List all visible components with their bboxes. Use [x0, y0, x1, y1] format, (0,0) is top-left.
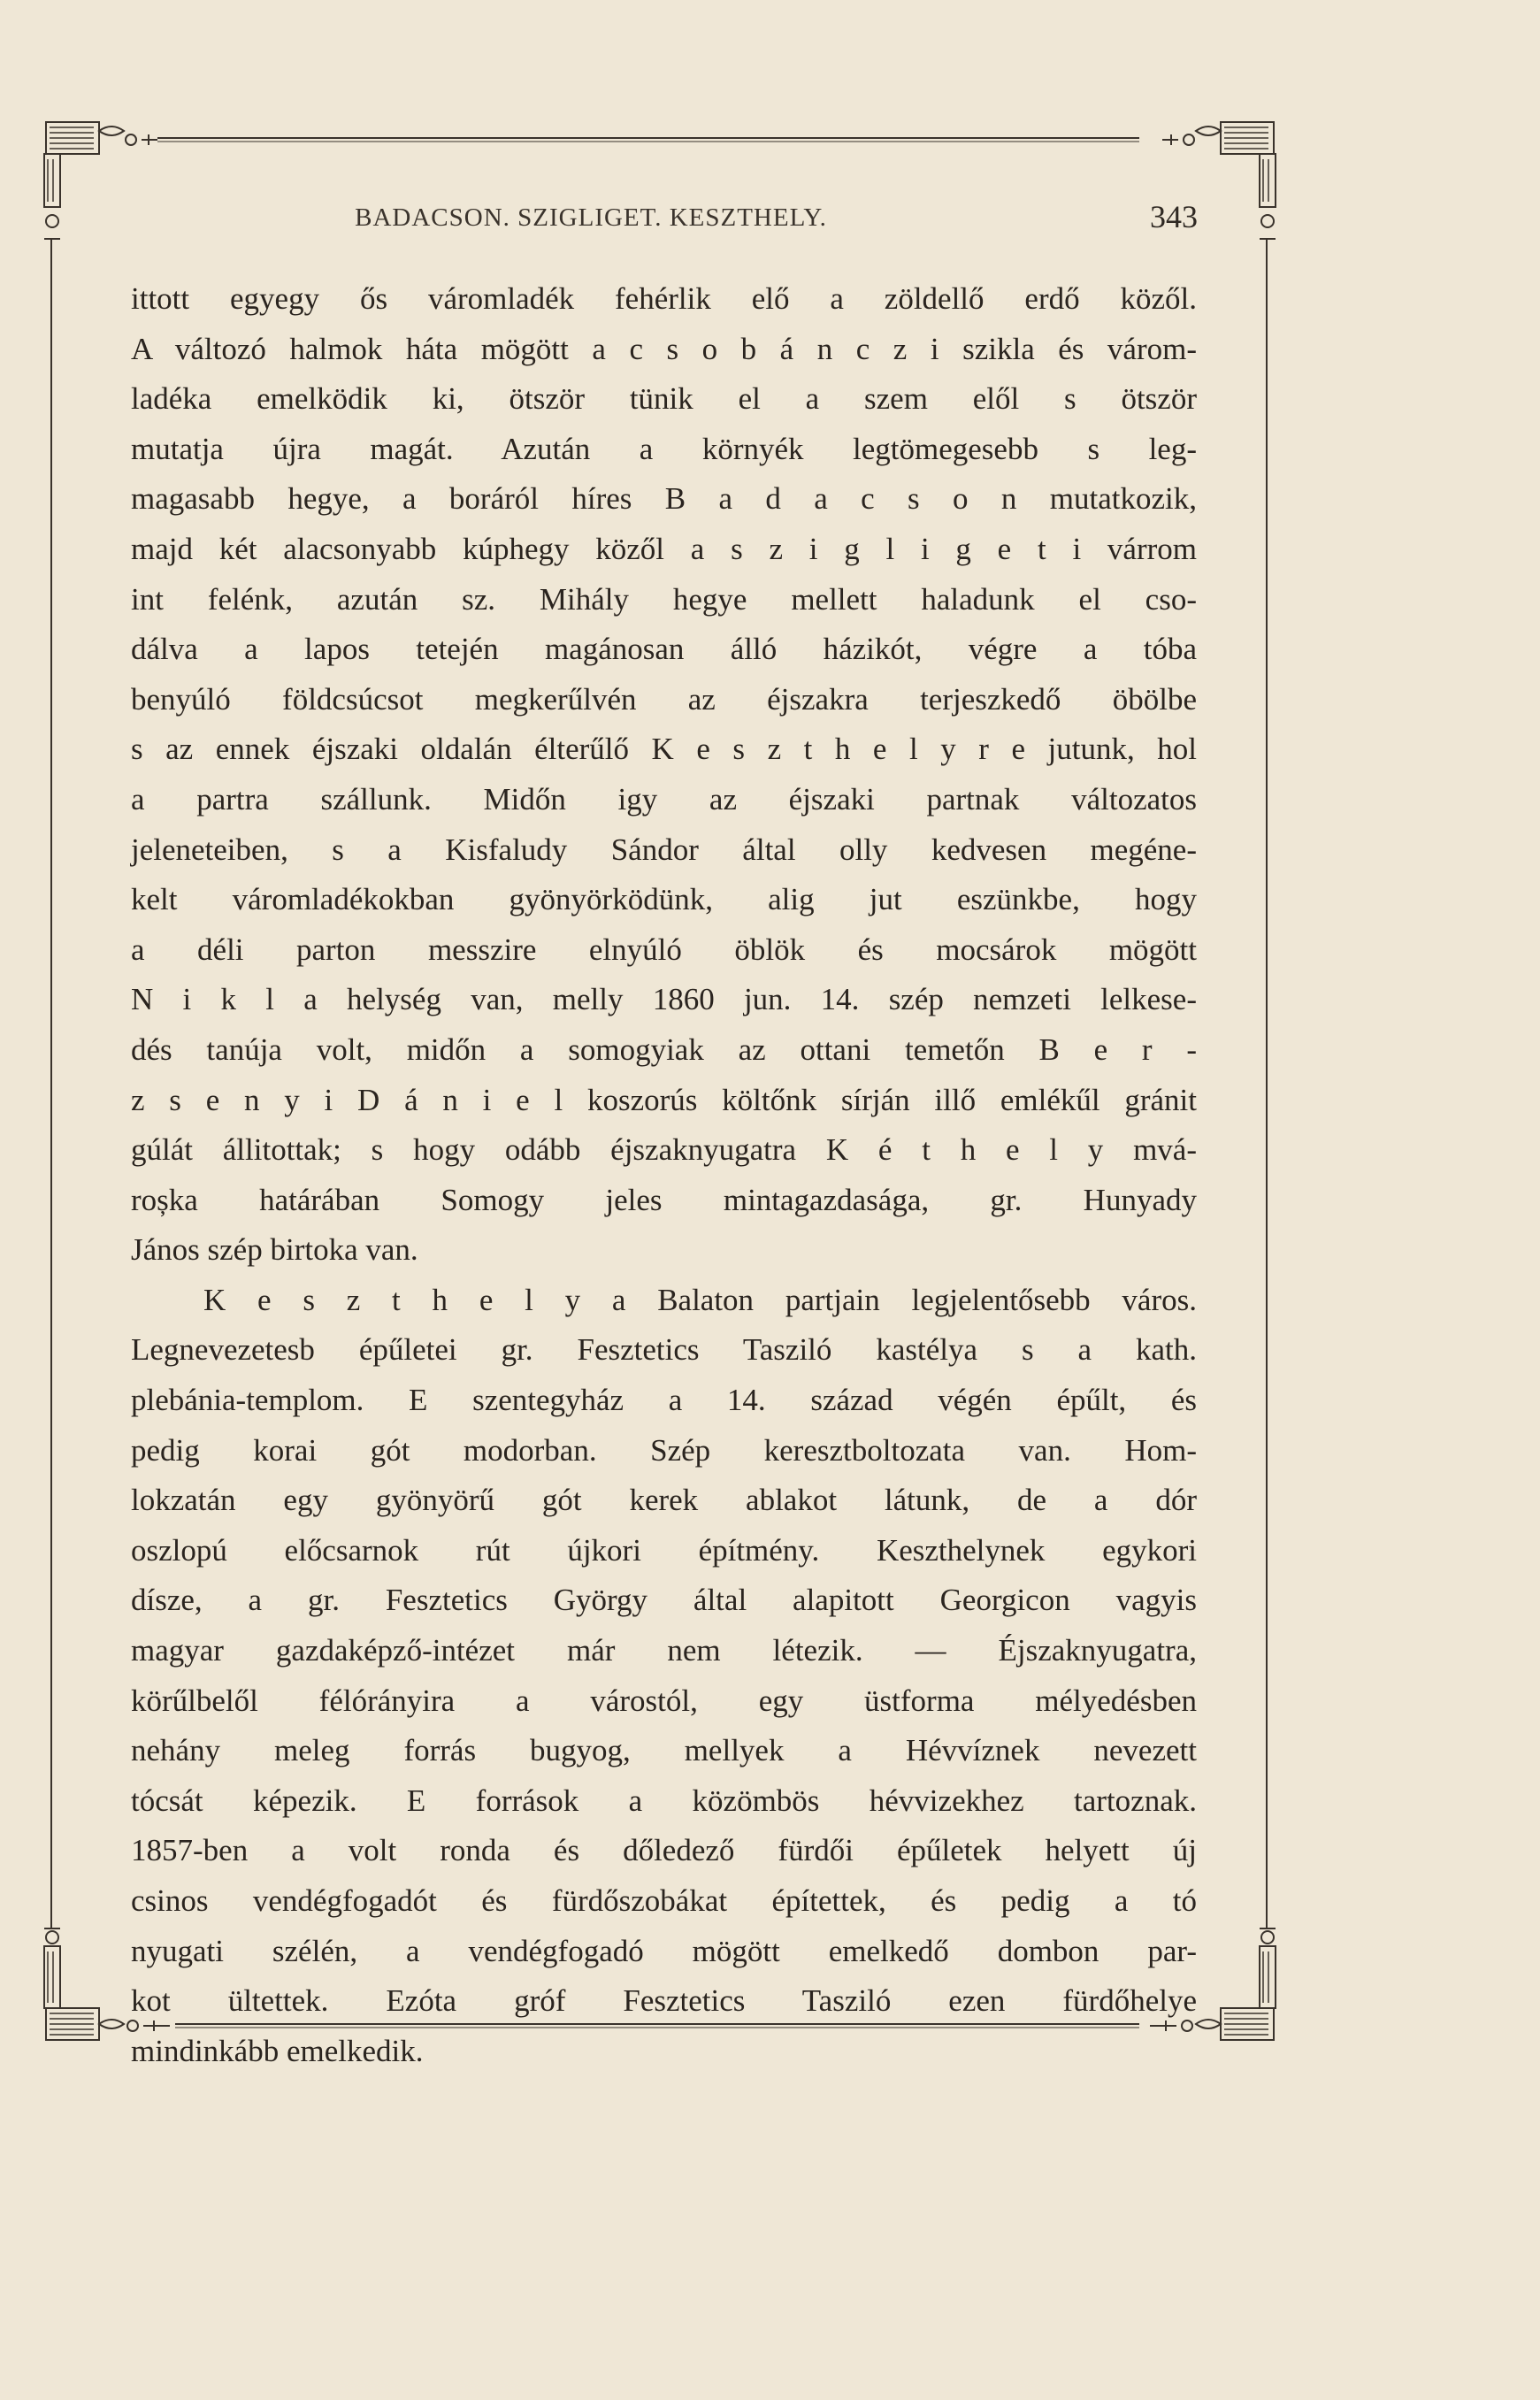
text-line: János szép birtoka van.: [131, 1232, 418, 1268]
text-line: pedig korai gót modorban. Szép keresztboltozata van. Hom-: [131, 1432, 1197, 1468]
text-line: int felénk, azután sz. Mihály hegye mellett haladunk el cso-: [131, 581, 1197, 617]
text-line: z s e n y i D á n i e l koszorús költőnk sírján illő emlékűl gránit: [131, 1082, 1197, 1117]
text-line: körűlbelől félórányira a várostól, egy üstforma mélyedésben: [131, 1683, 1197, 1718]
text-line: tócsát képezik. E források a közömbös hévvizekhez tartoznak.: [131, 1783, 1197, 1818]
text-line: nyugati szélén, a vendégfogadó mögött emelkedő dombon par-: [131, 1933, 1197, 1968]
running-head: [131, 196, 1219, 249]
text-line: plebánia-templom. E szentegyház a 14. század végén épűlt, és: [131, 1383, 1197, 1418]
text-line: nehány meleg forrás bugyog, mellyek a Hévvíznek nevezett: [131, 1733, 1197, 1768]
page-number: 343: [1150, 199, 1198, 234]
text-line: roșka határában Somogy jeles mintagazdasága, gr. Hunyady: [131, 1182, 1197, 1217]
text-line: kot ültettek. Ezóta gróf Fesztetics Tasziló ezen fürdőhelye: [131, 1983, 1197, 2019]
text-line: A változó halmok háta mögött a c s o b á n c z i szikla és várom-: [131, 331, 1197, 366]
text-line: dálva a lapos tetején magánosan álló házikót, végre a tóba: [131, 632, 1197, 667]
text-line: benyúló földcsúcsot megkerűlvén az éjszakra terjeszkedő öbölbe: [131, 681, 1197, 717]
text-line: gúlát állitottak; s hogy odább éjszaknyugatra K é t h e l y mvá-: [131, 1132, 1197, 1168]
text-line: K e s z t h e l y a Balaton partjain legjelentősebb város.: [203, 1282, 1197, 1317]
text-line: 1857-ben a volt ronda és dőledező fürdői épűletek helyett új: [131, 1833, 1197, 1868]
text-line: dés tanúja volt, midőn a somogyiak az ottani temetőn B e r -: [131, 1031, 1197, 1067]
body-text: [131, 274, 1197, 2076]
text-line: lokzatán egy gyönyörű gót kerek ablakot látunk, de a dór: [131, 1483, 1197, 1518]
text-line: mindinkább emelkedik.: [131, 2033, 424, 2068]
text-line: ladéka emelködik ki, ötször tünik el a szem elől s ötször: [131, 381, 1197, 417]
text-line: a partra szállunk. Midőn igy az éjszaki partnak változatos: [131, 781, 1197, 817]
text-line: majd két alacsonyabb kúphegy közől a s z i g l i g e t i várrom: [131, 531, 1197, 566]
text-line: mutatja újra magát. Azután a környék legtömegesebb s leg-: [131, 431, 1197, 466]
text-line: dísze, a gr. Fesztetics György által alapitott Georgicon vagyis: [131, 1583, 1197, 1618]
text-line: a déli parton messzire elnyúló öblök és mocsárok mögött: [131, 932, 1197, 967]
text-line: jeleneteiben, s a Kisfaludy Sándor által olly kedvesen megéne-: [131, 832, 1197, 867]
text-line: kelt váromladékokban gyönyörködünk, alig jut eszünkbe, hogy: [131, 882, 1197, 917]
text-line: Legnevezetesb épűletei gr. Fesztetics Tasziló kastélya s a kath.: [131, 1332, 1197, 1368]
text-line: s az ennek éjszaki oldalán élterűlő K e s z t h e l y r e jutunk, hol: [131, 732, 1197, 767]
text-line: magasabb hegye, a boráról híres B a d a c s o n mutatkozik,: [131, 481, 1197, 517]
running-title: BADACSON. SZIGLIGET. KESZTHELY.: [355, 203, 827, 232]
text-line: csinos vendégfogadót és fürdőszobákat építettek, és pedig a tó: [131, 1883, 1197, 1918]
text-line: ittott egyegy ős váromladék fehérlik elő a zöldellő erdő közől.: [131, 281, 1197, 316]
text-line: N i k l a helység van, melly 1860 jun. 14. szép nemzeti lelkese-: [131, 982, 1197, 1017]
text-line: oszlopú előcsarnok rút újkori építmény. Keszthelynek egykori: [131, 1532, 1197, 1568]
text-line: magyar gazdaképző-intézet már nem létezik. — Éjszaknyugatra,: [131, 1633, 1197, 1668]
